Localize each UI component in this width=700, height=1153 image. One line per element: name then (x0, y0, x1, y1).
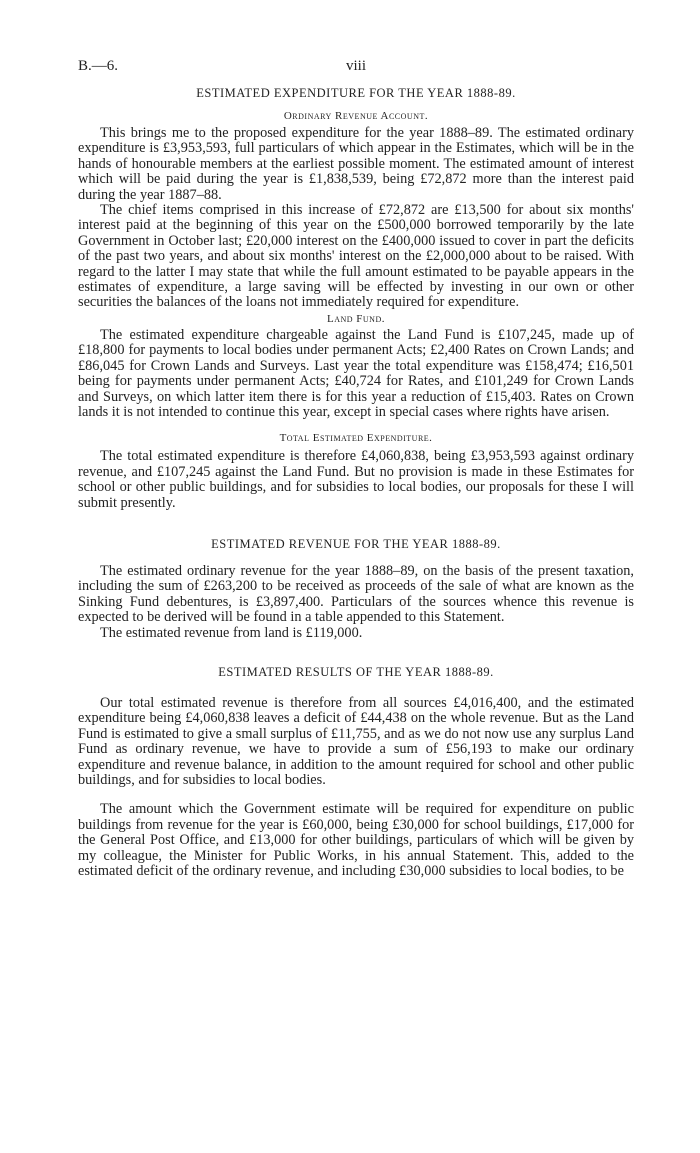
paragraph: The chief items comprised in this increase of £72,872 are £13,500 for about six months' interest paid at the beginning of this year on the £500,000 borrowed temporarily by the late Government in October last; £20,000 interest on the £400,000 issued to cover in part the deficits of the past two years, and about six months' interest on the £2,000,000 about to be raised. With regard to the latter I may state that while the full amount estimated to be payable appears in the estimates of expenditure, a large saving will be effected by investing in our own or other securities the balances of the loans not immediately required for expenditure. (78, 202, 634, 311)
paragraph: The estimated revenue from land is £119,000. (100, 624, 363, 641)
subheading-ordinary-revenue-account: Ordinary Revenue Account. (283, 110, 429, 122)
page-header (78, 58, 634, 78)
paragraph: The total estimated expenditure is therefore £4,060,838, being £3,953,593 against ordinary revenue, and £107,245 against the Land Fund. But no provision is made in these Estimates for school or other public buildings, and for subsidies to local bodies, our proposals for these I will submit presently. (78, 448, 634, 511)
paragraph: This brings me to the proposed expenditure for the year 1888–89. The estimated ordinary expenditure is £3,953,593, full particulars of which appear in the Estimates, which will be in the hands of honourable members at the earliest possible moment. The estimated amount of interest which will be paid during the year is £1,838,539, being £72,872 more than the interest paid during the year 1887–88. (78, 125, 634, 203)
document-reference: B.—6. (78, 58, 119, 74)
subheading-total-estimated-expenditure: Total Estimated Expenditure. (279, 432, 433, 445)
paragraph: The estimated expenditure chargeable against the Land Fund is £107,245, made up of £18,800 for payments to local bodies under permanent Acts; £2,400 Rates on Crown Lands; and £86,045 for Crown Lands and Surveys. Last year the total expenditure was £158,474; £16,501 being for payments under permanent Acts; £40,724 for Rates, and £101,249 for Crown Lands and Surveys, on which latter item there is for this year a reduction of £15,403. Rates on Crown lands it is not intended to continue this year, except in special cases where rights have arisen. (78, 326, 634, 420)
section-title-results: ESTIMATED RESULTS OF THE YEAR 1888-89. (218, 664, 494, 679)
section-title-revenue: ESTIMATED REVENUE FOR THE YEAR 1888-89. (211, 536, 501, 551)
document-page (78, 58, 634, 879)
subheading-land-fund: Land Fund. (326, 312, 385, 325)
section-title-expenditure: ESTIMATED EXPENDITURE FOR THE YEAR 1888-89. (196, 86, 516, 100)
paragraph: The amount which the Government estimate will be required for expenditure on public buildings from revenue for the year is £60,000, being £30,000 for school buildings, £17,000 for the General Post Office, and £13,000 for other buildings, particulars of which will be given by my colleague, the Minister for Public Works, in his annual Statement. This, added to the estimated deficit of the ordinary revenue, and including £30,000 subsidies to local bodies, to be (78, 801, 634, 880)
paragraph: Our total estimated revenue is therefore from all sources £4,016,400, and the estimated expenditure being £4,060,838 leaves a deficit of £44,438 on the whole revenue. But as the Land Fund is estimated to give a small surplus of £11,755, and as we do not now use any surplus Land Fund as ordinary revenue, we have to provide a sum of £56,193 to make our ordinary expenditure and revenue balance, in addition to the amount required for school and other public buildings, and for subsidies to local bodies. (78, 694, 634, 788)
paragraph: The estimated ordinary revenue for the year 1888–89, on the basis of the present taxation, including the sum of £263,200 to be received as proceeds of the sale of what are known as the Sinking Fund debentures, is £3,897,400. Particulars of the sources whence this revenue is expected to be derived will be found in a table appended to this Statement. (78, 562, 634, 626)
page-number: viii (345, 58, 366, 74)
